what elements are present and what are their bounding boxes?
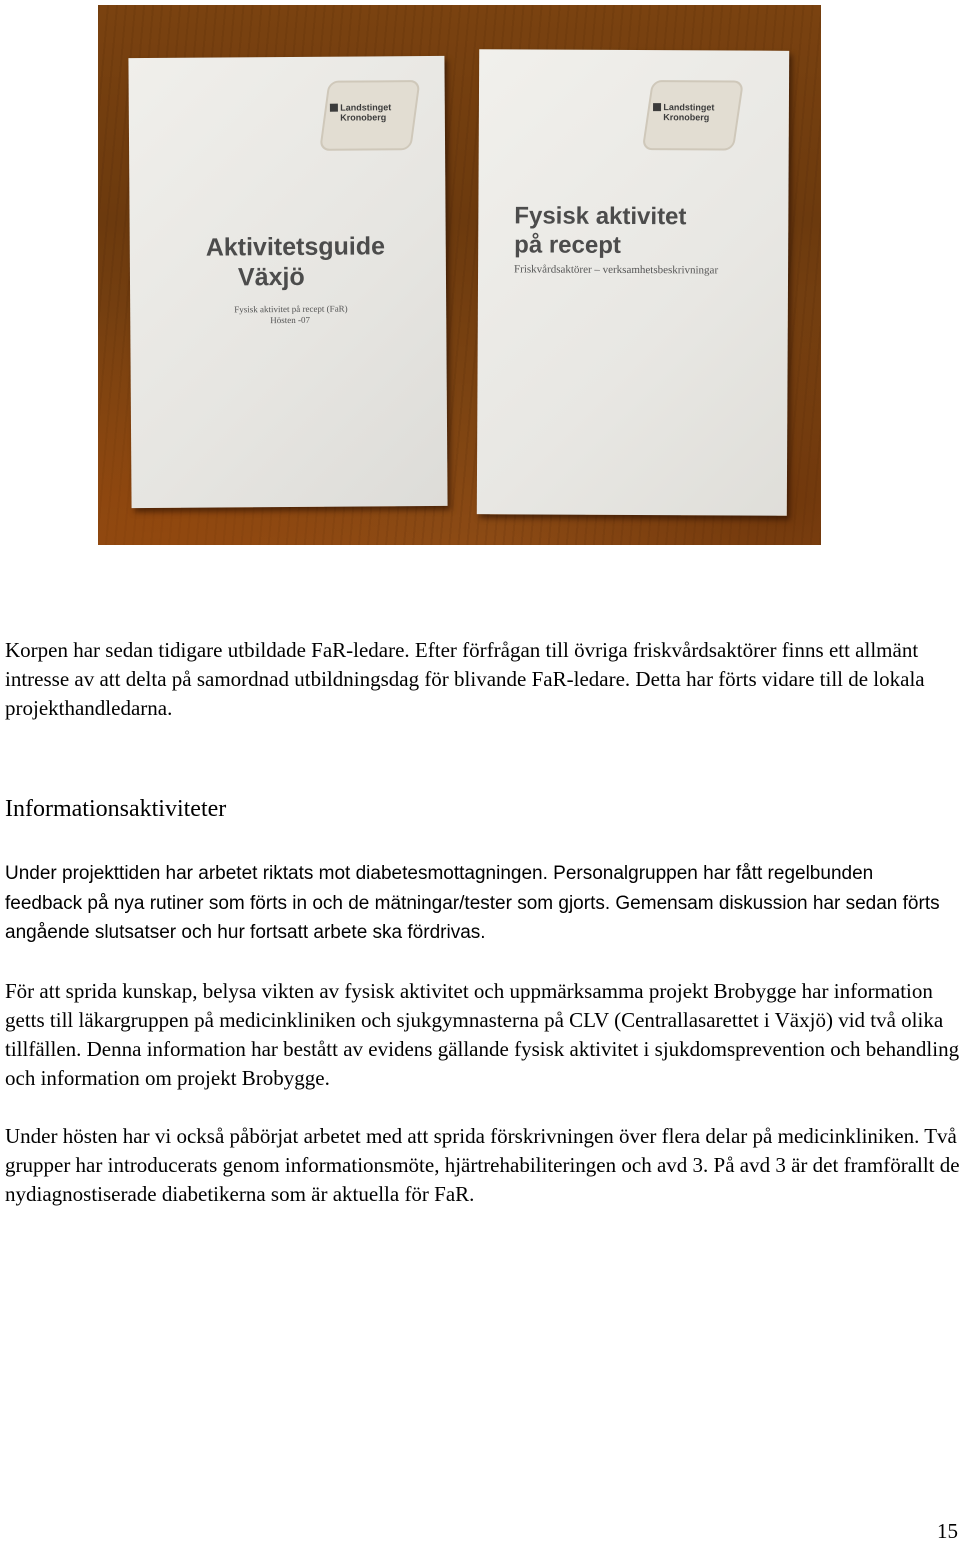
booklet-title-line1: Aktivitetsguide bbox=[205, 232, 386, 262]
paragraph-diabetesmottagning: Under projekttiden har arbetet riktats mot diabetesmottagningen. Personalgruppen har fått regelbunden feedback på nya rutiner som förts in och de mätningar/tester som gjorts. Gemensam diskussion har sedan förts angående slutsatser och hur fortsatt arbete ska fördrivas. bbox=[5, 863, 940, 944]
paragraph-hosten: Under hösten har vi också påbörjat arbetet med att sprida förskrivningen över flera delar på medicinkliniken. Två grupper har introducerats genom informationsmöte, hjärtrehabiliteringen och avd 3. På avd 3 är det framförallt de nydiagnostiserade diabetikerna som är aktuella för FaR. bbox=[5, 1124, 960, 1206]
aktivitetsguide-booklet bbox=[128, 56, 447, 508]
landstinget-kronoberg-logo bbox=[319, 80, 420, 151]
booklet-subtitle-line2: Hösten -07 bbox=[270, 314, 311, 326]
far-booklet bbox=[477, 49, 789, 516]
page-number: 15 bbox=[937, 1519, 958, 1543]
paragraph-information: För att sprida kunskap, belysa vikten av fysisk aktivitet och uppmärksamma projekt Brobygge har information getts till läkargruppen på medicinkliniken och sjukgymnasterna på CLV (Centrallasarettet i Växjö) vid två olika tillfällen. Denna information har bestått av evidens gällande fysisk aktivitet i sjukdomsprevention och behandling och information om projekt Brobygge. bbox=[5, 979, 960, 1090]
booklets-photo bbox=[98, 5, 821, 545]
booklet-title-line2: på recept bbox=[514, 231, 621, 259]
logo-text: Landstinget Kronoberg bbox=[340, 102, 392, 123]
logo-mark-icon bbox=[653, 103, 661, 111]
logo-text: Landstinget Kronoberg bbox=[663, 102, 715, 123]
paragraph-korpen: Korpen har sedan tidigare utbildade FaR-ledare. Efter förfrågan till övriga friskvårdsaktörer finns ett allmänt intresse av att delta på samordnad utbildningsdag för blivande FaR-ledare. Detta har förts vidare till de lokala projekthandledarna. bbox=[5, 638, 925, 720]
booklet-subtitle-line1: Fysisk aktivitet på recept (FaR) bbox=[234, 303, 348, 315]
landstinget-kronoberg-logo bbox=[642, 80, 744, 150]
section-heading: Informationsaktiviteter bbox=[5, 796, 227, 822]
booklet-title-line1: Fysisk aktivitet bbox=[514, 202, 687, 231]
booklet-title-line2: Växjö bbox=[237, 262, 305, 292]
booklet-subtitle: Friskvårdsaktörer – verksamhetsbeskrivningar bbox=[514, 263, 719, 277]
logo-mark-icon bbox=[330, 104, 338, 112]
